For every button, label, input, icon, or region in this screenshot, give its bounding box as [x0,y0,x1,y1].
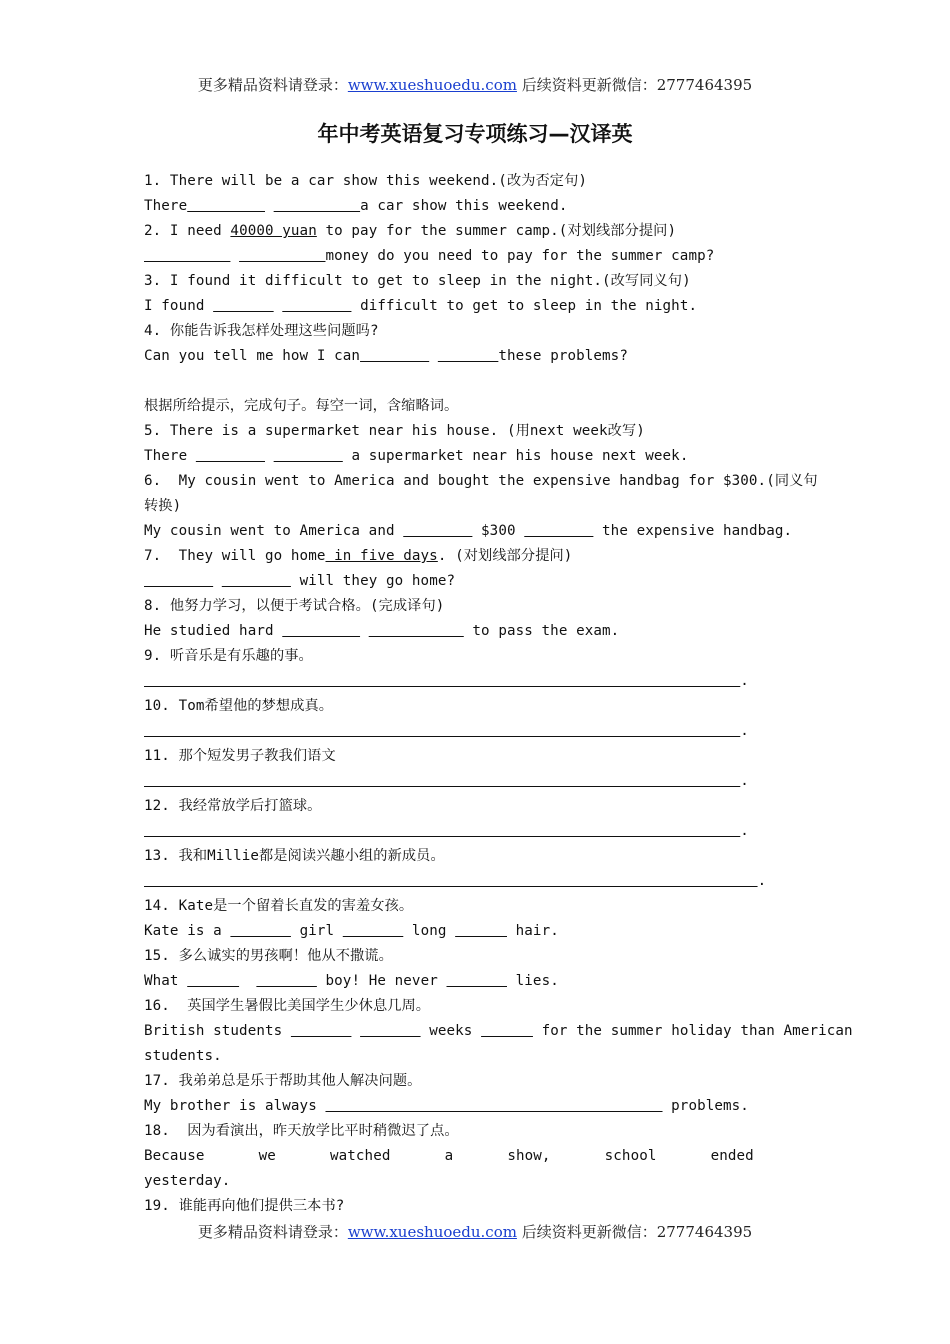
q16-text: 16. 英国学生暑假比美国学生少休息几周。 [144,998,431,1014]
q17-text: 17. 我弟弟总是乐于帮助其他人解决问题。 [144,1073,422,1089]
blank [291,1023,352,1039]
q4-answer: Can you tell me how I can these problems? [144,348,628,364]
q11-text: 11. 那个短发男子教我们语文 [144,748,336,764]
q13-text: 13. 我和Millie都是阅读兴趣小组的新成员。 [144,848,445,864]
header-link[interactable]: www.xueshuoedu.com [347,76,517,94]
blank [403,523,472,539]
blank [360,348,429,364]
page-title: 年中考英语复习专项练习—汉译英 [317,122,633,146]
q7-text: 7. They will go home in five days. (对划线部分提问) [144,548,573,564]
q15-answer: What boy! He never lies. [144,973,559,989]
blank [144,873,758,889]
blank [144,723,740,739]
header-suffix: 后续资料更新微信：2777464395 [516,76,753,94]
q16-answer-cont: students. [144,1048,222,1064]
footer-link[interactable]: www.xueshuoedu.com [347,1223,517,1241]
q3-answer: I found difficult to get to sleep in the night. [144,298,698,314]
blank [144,573,213,589]
footer-suffix: 后续资料更新微信：2777464395 [516,1223,753,1241]
blank [213,298,274,314]
q7-answer: will they go home? [144,571,808,591]
q3-text: 3. I found it difficult to get to sleep in the night.(改写同义句) [144,273,691,289]
blank [256,973,317,989]
q1-answer: There a car show this weekend. [144,198,568,214]
q8-text: 8. 他努力学习，以便于考试合格。(完成译句) [144,598,445,614]
blank [447,973,508,989]
q10-text: 10. Tom希望他的梦想成真。 [144,698,334,714]
q6-text: 6. My cousin went to America and bought the expensive handbag for $300.(同义句 [144,473,818,489]
blank [196,448,265,464]
blank [187,973,239,989]
blank [144,823,740,839]
underlined-phrase: in five days [325,548,438,564]
blank [274,448,343,464]
blank [524,523,593,539]
footer-prefix: 更多精品资料请登录： [197,1223,348,1241]
q4-text: 4. 你能告诉我怎样处理这些问题吗? [144,323,379,339]
q19-text: 19. 谁能再向他们提供三本书? [144,1198,345,1214]
section-instruction: 根据所给提示，完成句子。每空一词，含缩略词。 [144,398,459,414]
q5-answer: There a supermarket near his house next week. [144,448,689,464]
q16-answer: British students weeks for the summer holiday than American [144,1023,853,1039]
q6-text-cont: 转换) [144,498,182,514]
blank [187,198,265,214]
q8-answer: He studied hard to pass the exam. [144,623,620,639]
q2-text: 2. I need 40000 yuan to pay for the summer camp.(对划线部分提问) [144,223,677,239]
q17-answer: My brother is always problems. [144,1098,749,1114]
q11-answer-line: . [144,771,808,791]
blank [481,1023,533,1039]
q14-text: 14. Kate是一个留着长直发的害羞女孩。 [144,898,414,914]
page-header [0,74,950,95]
blank [144,773,740,789]
blank [282,298,351,314]
header-prefix: 更多精品资料请登录： [197,76,348,94]
q18-text: 18. 因为看演出，昨天放学比平时稍微迟了点。 [144,1123,459,1139]
underlined-phrase: 40000 yuan [230,223,317,239]
blank [144,673,740,689]
q18-answer: Because we watched a show, school ended [144,1148,754,1164]
blank [455,923,507,939]
q15-text: 15. 多么诚实的男孩啊！他从不撒谎。 [144,948,393,964]
q12-answer-line: . [144,821,808,841]
q5-text: 5. There is a supermarket near his house. (用next week改写) [144,423,645,439]
blank [222,573,291,589]
blank [230,923,291,939]
blank [325,1098,662,1114]
blank [274,198,360,214]
blank [343,923,404,939]
q9-text: 9. 听音乐是有乐趣的事。 [144,648,313,664]
q13-answer-line: . [144,871,808,891]
q2-answer: money do you need to pay for the summer camp? [144,246,808,266]
page-footer [0,1221,950,1242]
q10-answer-line: . [144,721,808,741]
blank [438,348,499,364]
blank [144,248,230,264]
q14-answer: Kate is a girl long hair. [144,923,559,939]
blank [360,1023,421,1039]
blank [239,248,325,264]
q6-answer: My cousin went to America and $300 the expensive handbag. [144,523,793,539]
q1-text: 1. There will be a car show this weekend.(改为否定句) [144,173,588,189]
q9-answer-line: . [144,671,808,691]
blank [369,623,464,639]
q18-answer-cont: yesterday. [144,1173,231,1189]
q12-text: 12. 我经常放学后打篮球。 [144,798,322,814]
blank [282,623,360,639]
